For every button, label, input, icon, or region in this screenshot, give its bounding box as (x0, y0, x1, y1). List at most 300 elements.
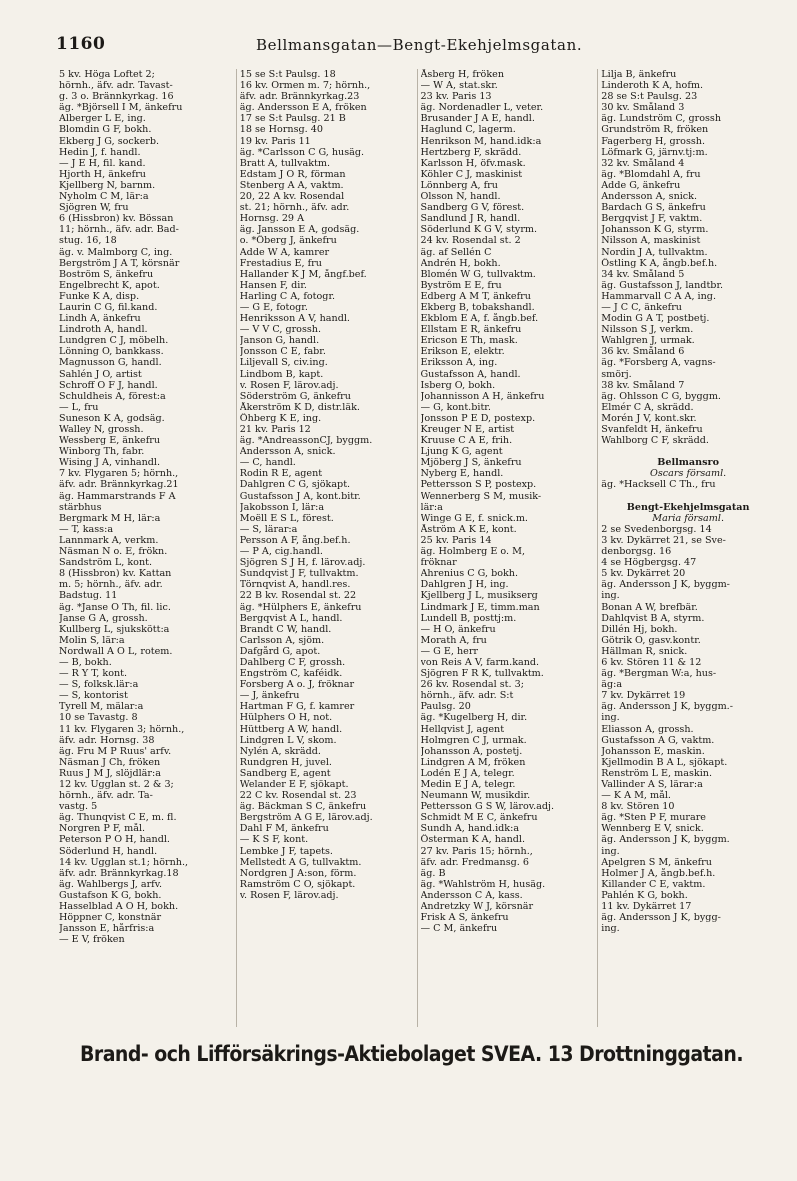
directory-entry: Morén J V, kont.skr. (601, 412, 697, 424)
directory-entry: äg. *Hacksell C Th., fru (601, 479, 716, 491)
directory-entry: hörnh., äfv. adr. Tavast- (59, 80, 173, 92)
directory-entry: Tyrell M, mälar:a (59, 701, 144, 713)
directory-entry: Bellmansro (657, 457, 719, 469)
directory-entry: äg. v. Malmborg C, ing. (59, 246, 173, 258)
directory-entry: Adde G, änkefru (601, 179, 681, 191)
directory-entry: Dafgård G, apot. (239, 645, 321, 657)
column-3 (417, 69, 598, 1027)
directory-entry: 10 se Tavastg. 8 (59, 712, 138, 724)
directory-entry: 11 kv. Flygaren 3; hörnh., (59, 723, 185, 735)
directory-entry: Funke K A, disp. (59, 290, 140, 302)
directory-entry: 25 kv. Paris 14 (420, 534, 492, 546)
directory-entry: Blomén W G, tullvaktm. (420, 268, 536, 280)
directory-entry: äg. Thunqvist C E, m. fl. (59, 812, 177, 824)
directory-entry: m. 5; hörnh., äfv. adr. (59, 579, 163, 591)
directory-entry: lär:a (420, 501, 443, 513)
directory-entry: Fagerberg H, grossh. (601, 135, 706, 147)
directory-entry: — W A, stat.skr. (420, 80, 498, 92)
directory-entry: 23 kv. Paris 13 (420, 91, 492, 103)
directory-entry: Andretzky W J, körsnär (420, 901, 534, 913)
directory-entry: Holmer J A, ångb.bef.h. (601, 867, 716, 879)
directory-entry: — V V C, grossh. (239, 324, 322, 336)
directory-entry: Liljevall S, civ.ing. (239, 357, 328, 369)
page-header (56, 34, 756, 58)
directory-entry: Bergmark M H, lär:a (59, 512, 161, 524)
directory-entry: äg. *Hülphers E, änkefru (239, 601, 362, 613)
directory-entry: 15 se S:t Paulsg. 18 (239, 69, 336, 80)
directory-entry: Haglund C, lagerm. (420, 124, 516, 136)
directory-entry: Nordwall A O L, rotem. (59, 645, 173, 657)
directory-entry: Åström A K E, kont. (420, 523, 517, 535)
directory-entry: — L, fru (59, 401, 99, 413)
directory-entry: hörnh., äfv. adr. Ta- (59, 790, 153, 802)
directory-entry: 8 kv. Stören 10 (601, 801, 675, 813)
directory-entry: Pettersson S P, postexp. (420, 479, 537, 491)
directory-entry: äg. *Forsberg A, vagns- (601, 357, 716, 369)
directory-entry: äg. Holmberg E o. M, (420, 546, 525, 558)
directory-entry: Ljung K G, agent (420, 446, 503, 458)
directory-entry: 7 kv. Flygaren 5; hörnh., (59, 468, 179, 480)
directory-entry: Bratt A, tullvaktm. (239, 157, 331, 169)
directory-entry: Lodén E J A, telegr. (420, 767, 515, 779)
directory-entry: Sandberg E, agent (239, 767, 331, 779)
directory-entry: Edberg A M T, änkefru (420, 290, 531, 302)
directory-entry: Henriksson A V, handl. (239, 313, 350, 325)
directory-entry: äfv. adr. Fredmansg. 6 (420, 856, 529, 868)
directory-entry: — G E, herr (420, 645, 478, 657)
directory-entry: Oscars församl. (650, 468, 727, 480)
directory-entry: Wahlgren J, urmak. (601, 335, 695, 347)
directory-entry: Hasselblad A O H, bokh. (59, 901, 179, 913)
directory-entry: Mjöberg J S, änkefru (420, 457, 522, 469)
directory-entry: Johansson E, maskin. (601, 745, 705, 757)
directory-entry: 38 kv. Småland 7 (601, 379, 685, 391)
directory-entry: — J C C, änkefru (601, 301, 682, 313)
directory-entry: — C M, änkefru (420, 923, 498, 935)
directory-entry: Wising J A, vinhandl. (59, 457, 161, 469)
directory-entry: Kreuger N E, artist (420, 424, 515, 435)
directory-entry: Forsberg A o. J, fröknar (239, 679, 355, 691)
directory-entry: Jansson E, hårfris:a (59, 923, 155, 935)
directory-entry: Apelgren S M, änkefru (601, 856, 712, 868)
directory-entry: Eriksson A, ing. (420, 357, 498, 369)
directory-entry: Hällman R, snick. (601, 645, 688, 657)
directory-entry: Ericson E Th, mask. (420, 335, 518, 347)
directory-entry: Winge G E, f. snick.m. (420, 512, 528, 524)
directory-entry: 11; hörnh., äfv. adr. Bad- (59, 224, 179, 236)
directory-entry: Hedin J, f. handl. (59, 146, 141, 158)
directory-entry: Karlsson H, öfv.mask. (420, 157, 526, 169)
directory-entry: Paulsg. 20 (420, 701, 471, 713)
directory-entry: — B, bokh. (59, 656, 112, 668)
directory-entry: Dahlberg C F, grossh. (239, 656, 346, 668)
directory-entry: Rundgren H, juvel. (239, 756, 332, 768)
directory-entry: äfv. adr. Brännkyrkag.18 (59, 867, 179, 879)
directory-entry: Hammarvall C A A, ing. (601, 290, 716, 302)
directory-entry (601, 491, 775, 502)
directory-entry: Olsson N, handl. (420, 191, 501, 203)
directory-entry: Stenberg A A, vaktm. (239, 179, 344, 191)
directory-entry: Eliasson A, grossh. (601, 723, 694, 735)
column-4 (597, 69, 778, 1027)
directory-entry: Hartman F G, f. kamrer (239, 701, 355, 713)
directory-entry: Nilsson A, maskinist (601, 235, 701, 247)
directory-entry: — J, änkefru (239, 690, 300, 702)
directory-entry: 22 B kv. Rosendal st. 22 (239, 590, 357, 602)
directory-entry: Söderlund H, handl. (59, 845, 158, 857)
directory-entry: Schmidt M E C, änkefru (420, 812, 538, 824)
directory-entry: äg. *Bergman W:a, hus- (601, 668, 717, 680)
directory-entry: 20, 22 A kv. Rosendal (239, 191, 345, 203)
directory-entry: Lundgren C J, möbelh. (59, 335, 169, 347)
directory-entry: äg. *Kugelberg H, dir. (420, 712, 528, 724)
directory-entry: Elmér C A, skrädd. (601, 401, 694, 413)
directory-entry: Näsman J Ch, fröken (59, 756, 161, 768)
directory-entry: Törnqvist A, handl.res. (239, 579, 351, 591)
directory-entry: 17 se S:t Paulsg. 21 B (239, 113, 346, 125)
directory-entry: 16 kv. Ormen m. 7; hörnh., (239, 80, 371, 92)
directory-entry: 6 kv. Stören 11 & 12 (601, 656, 702, 668)
directory-entry: 34 kv. Småland 5 (601, 268, 685, 280)
directory-entry: Kullberg L, sjukskött:a (59, 623, 170, 635)
directory-entry: 19 kv. Paris 11 (239, 135, 311, 147)
directory-entry: von Reis A V, farm.kand. (420, 656, 540, 668)
directory-entry: Magnusson G, handl. (59, 357, 162, 369)
directory-entry: Lindh A, änkefru (59, 313, 141, 325)
directory-entry: Gustafsson A G, vaktm. (601, 734, 715, 746)
directory-entry: ing. (601, 712, 620, 724)
directory-entry: äg. Gustafsson J, landtbr. (601, 279, 724, 291)
directory-entry: denborgsg. 16 (601, 546, 672, 558)
directory-entry: — C, handl. (239, 457, 296, 469)
directory-entry: — K A M, mål. (601, 790, 671, 802)
directory-entry: Engström C, kaféidk. (239, 668, 343, 680)
directory-entry: Alberger L E, ing. (59, 113, 146, 125)
directory-entry: Hülphers O H, not. (239, 712, 333, 724)
directory-entry: Gustafson K G, bokh. (59, 889, 162, 901)
column-1 (56, 69, 236, 1027)
column-2 (236, 69, 417, 1027)
directory-entry: Nyholm C M, lär:a (59, 191, 149, 203)
directory-entry: Adde W A, kamrer (239, 246, 330, 258)
directory-entry: 32 kv. Småland 4 (601, 157, 685, 169)
directory-entry: 4 se Högbergsg. 47 (601, 557, 697, 569)
directory-entry: äg. *Sten P F, murare (601, 812, 706, 824)
directory-entry: äg. Ohlsson C G, byggm. (601, 390, 721, 402)
directory-entry: Sjögren S J H, f. lärov.adj. (239, 557, 366, 569)
directory-entry: Bengt-Ekehjelmsgatan (626, 501, 750, 513)
directory-entry: Höppner C, konstnär (59, 912, 162, 924)
directory-entry: — K S F, kont. (239, 834, 309, 846)
page-number: 1160 (56, 34, 106, 54)
directory-entry: Gustafsson J A, kont.bitr. (239, 490, 361, 502)
directory-entry: Götrik O, gasv.kontr. (601, 634, 701, 646)
directory-entry: Kjellmodin B A L, sjökapt. (601, 756, 728, 768)
directory-entry: — G E, fotogr. (239, 301, 308, 313)
directory-entry: Dahlgren C G, sjökapt. (239, 479, 351, 491)
directory-entry: 2 se Svedenborgsg. 14 (601, 523, 712, 535)
directory-entry: 27 kv. Paris 15; hörnh., (420, 845, 533, 857)
directory-entry: Hornsg. 29 A (239, 213, 305, 225)
directory-entry: äfv. adr. Brännkyrkag.23 (239, 91, 360, 103)
directory-entry: äg. af Sellén C (420, 246, 492, 258)
running-head: Bellmansgatan—Bengt-Ekehjelmsgatan. (256, 36, 583, 54)
directory-entry: Brandt C W, handl. (239, 623, 332, 635)
directory-entry: Bardach G S, änkefru (601, 202, 706, 214)
directory-entry: Kruuse C A E, frih. (420, 435, 513, 447)
directory-entry: Wennberg E V, snick. (601, 823, 704, 835)
directory-entry: Molin S, lär:a (59, 634, 125, 646)
directory-entry: Blomdin G F, bokh. (59, 124, 152, 136)
directory-entry: äg. Andersson E A, fröken (239, 102, 367, 114)
directory-entry: Carlsson A, sjöm. (239, 634, 325, 646)
directory-entry: Pahlén K G, bokh. (601, 889, 688, 901)
directory-entry: g. 3 o. Brännkyrkag. 16 (59, 91, 174, 103)
directory-entry: Schroff O F J, handl. (59, 379, 158, 391)
directory-entry: Johannisson A H, änkefru (420, 390, 545, 402)
directory-entry: — S, folksk.lär:a (59, 679, 139, 691)
directory-entry: Frestadius E, fru (239, 257, 322, 269)
directory-entry: Dillén Hj, bokh. (601, 623, 678, 635)
directory-entry: Åsberg H, fröken (420, 69, 504, 80)
directory-entry: Åkerström K D, distr.läk. (239, 401, 360, 413)
directory-entry: Suneson K A, godsäg. (59, 412, 165, 424)
directory-entry: Janse G A, grossh. (59, 612, 148, 624)
directory-entry: Lundell B, posttj:m. (420, 612, 517, 624)
directory-entry: stärbhus (59, 501, 102, 513)
directory-entry: Bergqvist J F, vaktm. (601, 213, 703, 225)
directory-entry: Johansson K G, styrm. (601, 224, 709, 236)
directory-entry: — G, kont.bitr. (420, 401, 491, 413)
directory-entry: äfv. adr. Hornsg. 38 (59, 734, 155, 746)
directory-entry: äg. B (420, 867, 446, 879)
directory-entry: 11 kv. Dykärret 17 (601, 901, 692, 913)
directory-entry: Grundström R, fröken (601, 124, 709, 136)
directory-entry: — P A, cig.handl. (239, 546, 323, 558)
directory-entry: 7 kv. Dykärret 19 (601, 690, 686, 702)
directory-entry: Lönnberg A, fru (420, 179, 498, 191)
directory-entry: Nilsson S J, verkm. (601, 324, 694, 336)
directory-entry: Harling C A, fotogr. (239, 290, 336, 302)
directory-entry: Vallinder A S, lärar:a (601, 779, 703, 790)
directory-entry: Pettersson G S W, lärov.adj. (420, 801, 555, 813)
directory-entry: Lembke J F, tapets. (239, 845, 333, 857)
directory-entry: Sandström L, kont. (59, 557, 153, 569)
directory-entry: Svanfeldt H, änkefru (601, 424, 703, 435)
directory-entry: fröknar (420, 557, 457, 569)
directory-entry: Rodin R E, agent (239, 468, 323, 480)
directory-entry: äfv. adr. Brännkyrkag.21 (59, 479, 179, 491)
directory-entry: hörnh., äfv. adr. S:t (420, 690, 514, 702)
directory-entry: Hellqvist J, agent (420, 723, 505, 735)
directory-entry: Peterson P O H, handl. (59, 834, 170, 846)
directory-entry: Killander C E, vaktm. (601, 878, 706, 890)
directory-entry: äg. Andersson J K, byggm.- (601, 701, 733, 713)
directory-entry: 5 kv. Höga Loftet 2; (59, 69, 155, 80)
directory-entry: Hallander K J M, ångf.bef. (239, 268, 367, 280)
directory-entry: Sandberg G V, förest. (420, 202, 525, 214)
directory-entry: ing. (601, 590, 620, 602)
directory-entry: äg. Bäckman S C, änkefru (239, 801, 367, 813)
directory-entry: äg. Wahlbergs J, arfv. (59, 878, 163, 890)
directory-entry: Ahrenius C G, bokh. (420, 568, 519, 580)
directory-entry: — S, lärar:a (239, 523, 298, 535)
directory-entry: smörj. (601, 368, 632, 380)
directory-entry: Sjögren W, fru (59, 202, 129, 214)
directory-entry: Söderström G, änkefru (239, 390, 351, 402)
directory-entry: Öhberg K E, ing. (239, 412, 322, 424)
directory-entry: Holmgren C J, urmak. (420, 734, 527, 746)
directory-entry: ing. (601, 845, 620, 857)
directory-entry: Wennerberg S M, musik- (420, 490, 542, 502)
directory-entry: äg. Nordenadler L, veter. (420, 102, 544, 114)
directory-entry: — S, kontorist (59, 690, 128, 702)
directory-entry: 12 kv. Ugglan st. 2 & 3; (59, 779, 174, 790)
directory-entry: Nordgren J A:son, förm. (239, 867, 357, 879)
directory-entry: Ekblom E A, f. ångb.bef. (420, 313, 539, 325)
directory-entry: Näsman N o. E, frökn. (59, 546, 168, 558)
directory-entry: Hansen F, dir. (239, 279, 307, 291)
directory-entry: Persson A F, ång.bef.h. (239, 534, 351, 546)
directory-entry: 8 (Hissbron) kv. Kattan (59, 568, 172, 580)
directory-columns (56, 69, 778, 1027)
directory-entry: Nyberg E, handl. (420, 468, 504, 480)
directory-entry: Medin E J A, telegr. (420, 779, 516, 790)
directory-entry: Sundqvist J F, tullvaktm. (239, 568, 359, 580)
directory-entry: Renström L E, maskin. (601, 767, 712, 779)
directory-entry: v. Rosen F, lärov.adj. (239, 889, 339, 901)
directory-entry: Mellstedt A G, tullvaktm. (239, 856, 362, 868)
directory-entry: Ekberg J G, sockerb. (59, 135, 160, 147)
directory-entry: 30 kv. Småland 3 (601, 102, 685, 114)
directory-entry: Hertzberg F, skrädd. (420, 146, 522, 158)
directory-entry: 24 kv. Rosendal st. 2 (420, 235, 521, 247)
directory-entry: Sandlund J R, handl. (420, 213, 521, 225)
directory-entry: äg. *Björsell I M, änkefru (59, 102, 183, 114)
directory-entry: Östling K A, ångb.bef.h. (601, 257, 718, 269)
directory-entry: Laurin C G, fil.kand. (59, 301, 158, 313)
directory-entry: — J E H, fil. kand. (59, 157, 146, 169)
directory-entry: äg. Jansson E A, godsäg. (239, 224, 360, 236)
directory-entry: Schuldheis A, förest:a (59, 390, 166, 402)
directory-entry: Wahlborg C F, skrädd. (601, 435, 709, 447)
directory-entry: 21 kv. Paris 12 (239, 424, 311, 435)
directory-entry: Byström E E, fru (420, 279, 502, 291)
directory-entry (601, 446, 775, 457)
directory-entry: Lilja B, änkefru (601, 69, 677, 80)
directory-entry: Walley N, grossh. (59, 424, 144, 435)
directory-entry: Neumann W, musikdir. (420, 790, 531, 802)
directory-entry: Kjellberg J L, musikserg (420, 590, 538, 602)
directory-entry: Engelbrecht K, apot. (59, 279, 160, 291)
directory-entry: äg. Andersson J K, byggm. (601, 834, 730, 846)
directory-entry: Nylén A, skrädd. (239, 745, 321, 757)
directory-entry: Linderoth K A, hofm. (601, 80, 704, 92)
directory-entry: äg. *Carlsson C G, husäg. (239, 146, 365, 158)
directory-entry: Lindbom B, kapt. (239, 368, 324, 380)
directory-entry: — H O, änkefru (420, 623, 496, 635)
directory-entry: äg. *Wahlström H, husäg. (420, 878, 546, 890)
directory-entry: Frisk A S, änkefru (420, 912, 509, 924)
directory-entry: Lindgren A M, fröken (420, 756, 526, 768)
directory-entry: 22 C kv. Rosendal st. 23 (239, 790, 357, 802)
directory-entry: vastg. 5 (59, 801, 98, 813)
footer-advertisement: Brand- och Lifförsäkrings-Aktiebolaget SVEA. 13 Drottninggatan. (80, 1042, 744, 1067)
directory-entry: Bergström J A T, körsnär (59, 257, 180, 269)
directory-entry: — T, kass:a (59, 523, 114, 535)
directory-entry: Andersson A, snick. (239, 446, 336, 458)
directory-entry: Wessberg E, änkefru (59, 435, 161, 447)
directory-entry: Ruus J M J, slöjdlär:a (59, 767, 161, 779)
directory-entry: 14 kv. Ugglan st.1; hörnh., (59, 856, 189, 868)
directory-entry: äg. *AndreassonCJ, byggm. (239, 435, 373, 447)
directory-entry: Norgren P F, mål. (59, 823, 146, 835)
directory-entry: Welander E F, sjökapt. (239, 779, 349, 790)
directory-entry: Ramström C O, sjökapt. (239, 878, 356, 890)
directory-entry: Modin G A T, postbetj. (601, 313, 710, 325)
directory-entry: Dahl F M, änkefru (239, 823, 329, 835)
directory-entry: Lindgren L V, skom. (239, 734, 337, 746)
directory-entry: Andersson A, snick. (601, 191, 698, 203)
directory-entry: Andersson C A, kass. (420, 889, 523, 901)
directory-entry: Edstam J O R, förman (239, 168, 346, 180)
directory-entry: äg. Andersson J K, byggm- (601, 579, 730, 591)
directory-entry: Sjögren F R K, tullvaktm. (420, 668, 544, 680)
directory-entry: Bergström A G E, lärov.adj. (239, 812, 373, 824)
directory-entry: äg. Andersson J K, bygg- (601, 912, 721, 924)
directory-entry: Löfmark G, järnv.tj:m. (601, 146, 708, 158)
directory-entry: Henrikson M, hand.idk:a (420, 135, 542, 147)
directory-entry: Boström S, änkefru (59, 268, 154, 280)
directory-entry: Jonsson C E, fabr. (239, 346, 326, 358)
directory-entry: Dahlqvist B A, styrm. (601, 612, 705, 624)
directory-entry: 3 kv. Dykärret 21, se Sve- (601, 534, 726, 546)
directory-entry: Sundh A, hand.idk:a (420, 823, 520, 835)
directory-entry: Jonsson P E D, postexp. (420, 412, 536, 424)
directory-entry: Brusander J A E, handl. (420, 113, 535, 125)
directory-entry: v. Rosen F, lärov.adj. (239, 379, 339, 391)
directory-entry: Kjellberg N, barnm. (59, 179, 156, 191)
directory-entry: Ellstam E R, änkefru (420, 324, 522, 336)
directory-entry: Gustafsson A, handl. (420, 368, 521, 380)
directory-entry: Österman K A, handl. (420, 834, 526, 846)
directory-entry: Söderlund K G V, styrm. (420, 224, 538, 236)
directory-entry: Moëll E S L, förest. (239, 512, 334, 524)
directory-entry: ing. (601, 923, 620, 935)
directory-entry: Hjorth H, änkefru (59, 168, 146, 180)
directory-entry: Hüttberg A W, handl. (239, 723, 343, 735)
directory-entry: 18 se Hornsg. 40 (239, 124, 323, 136)
directory-entry: äg. *Blomdahl A, fru (601, 168, 701, 180)
directory-entry: 26 kv. Rosendal st. 3; (420, 679, 524, 691)
directory-entry: Dahlgren J H, ing. (420, 579, 509, 591)
directory-entry: Ekberg B, tobakshandl. (420, 301, 535, 313)
directory-entry: Winborg Th, fabr. (59, 446, 145, 458)
directory-entry: — E V, fröken (59, 934, 125, 946)
directory-entry: äg. *Janse O Th, fil. lic. (59, 601, 171, 613)
directory-entry: Janson G, handl. (239, 335, 320, 347)
directory-entry: stug. 16, 18 (59, 235, 117, 247)
directory-entry: Lönning O, bankkass. (59, 346, 164, 358)
directory-entry: Johansson A, postetj. (420, 745, 523, 757)
directory-entry: Köhler C J, maskinist (420, 168, 523, 180)
directory-entry: 6 (Hissbron) kv. Bössan (59, 213, 174, 225)
directory-entry: Sahlén J O, artist (59, 368, 142, 380)
directory-entry: — R Y T, kont. (59, 668, 128, 680)
directory-entry: äg. Lundström C, grossh (601, 113, 721, 125)
directory-entry: Badstug. 11 (59, 590, 118, 602)
directory-entry: äg:a (601, 679, 623, 691)
